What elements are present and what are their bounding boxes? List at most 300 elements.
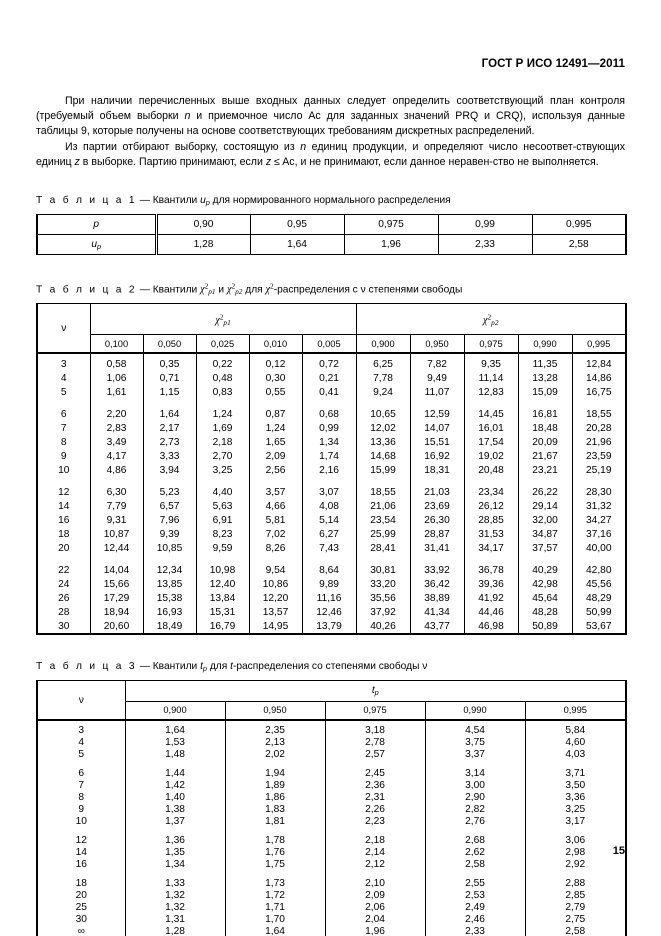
table2-cell: 12,83 — [464, 385, 518, 399]
table2-cell: 15,66 — [90, 577, 143, 591]
table2-cell: 9,31 — [90, 513, 143, 527]
table2-cell: 46,98 — [464, 619, 518, 634]
table2-cell: 0,35 — [143, 353, 196, 371]
table-row — [37, 591, 626, 605]
table2-cell: 2,17 — [143, 421, 196, 435]
table2-cell: 43,77 — [410, 619, 464, 634]
table2-cell: 38,89 — [410, 591, 464, 605]
table3-cell-nu: 30 — [37, 913, 125, 925]
table-row — [37, 499, 626, 513]
table2-cell: 26,30 — [410, 513, 464, 527]
table3-cell: 2,78 — [325, 736, 425, 748]
table3-cell: 2,02 — [225, 748, 325, 760]
table2-cell-nu: 26 — [37, 591, 90, 605]
table3-cell: 2,09 — [325, 889, 425, 901]
table2-cell: 17,29 — [90, 591, 143, 605]
table2-cell: 20,28 — [572, 421, 626, 435]
table-row — [37, 563, 626, 577]
table2-group-header-1: $\chi^2_{p1}$ — [90, 304, 356, 335]
table2-cell: 3,49 — [90, 435, 143, 449]
table2-cell: 4,40 — [196, 485, 249, 499]
table3-cell: 3,71 — [525, 767, 626, 779]
table3-cell: 2,49 — [425, 901, 525, 913]
table1-cell: 2,58 — [532, 235, 626, 255]
table2-cell: 23,34 — [464, 485, 518, 499]
table2-caption-symbol-2: $\chi^2_{p2}$ — [226, 282, 243, 297]
table2-caption-and: и — [218, 284, 225, 296]
table2-cell: 5,14 — [302, 513, 356, 527]
table2-cell: 3,33 — [143, 449, 196, 463]
table2-cell: 23,54 — [356, 513, 410, 527]
table-row — [37, 605, 626, 619]
table2-cell: 7,96 — [143, 513, 196, 527]
table3-cell: 4,60 — [525, 736, 626, 748]
table3-cell: 2,31 — [325, 791, 425, 803]
table-row — [37, 815, 626, 827]
table2-cell: 25,99 — [356, 527, 410, 541]
table2-cell: 1,65 — [249, 435, 302, 449]
table1-caption-text-a: Квантили — [152, 195, 198, 207]
table2-cell: 15,31 — [196, 605, 249, 619]
table3-group-spacer — [37, 870, 626, 877]
table2-cell: 42,98 — [518, 577, 572, 591]
table2-cell: 31,41 — [410, 541, 464, 555]
table2-cell: 37,92 — [356, 605, 410, 619]
table2-cell: 0,68 — [302, 407, 356, 421]
table3-cell: 3,37 — [425, 748, 525, 760]
table3-header-row-2 — [37, 702, 626, 721]
table1-cell: 0,95 — [250, 215, 344, 235]
table-row — [37, 803, 626, 815]
table2-cell: 12,44 — [90, 541, 143, 555]
table2-cell: 21,96 — [572, 435, 626, 449]
table2-cell: 0,72 — [302, 353, 356, 371]
table2-cell-nu: 7 — [37, 421, 90, 435]
table3-cell: 5,84 — [525, 720, 626, 736]
table3-cell: 2,75 — [525, 913, 626, 925]
table2-cell: 12,40 — [196, 577, 249, 591]
table3-cell: 1,31 — [125, 913, 225, 925]
table3-cell: 2,62 — [425, 846, 525, 858]
table2-cell: 4,66 — [249, 499, 302, 513]
table3-cell: 1,73 — [225, 877, 325, 889]
table2-cell: 2,56 — [249, 463, 302, 477]
table3-cell: 2,90 — [425, 791, 525, 803]
table3-cell: 2,35 — [225, 720, 325, 736]
table2-cell: 6,30 — [90, 485, 143, 499]
table3-cell: 2,88 — [525, 877, 626, 889]
table3-cell-nu: 20 — [37, 889, 125, 901]
table2-cell: 28,30 — [572, 485, 626, 499]
table2-sub-header: 0,010 — [249, 335, 302, 354]
table2-group-header-2: $\chi^2_{p2}$ — [356, 304, 626, 335]
table2-cell: 23,21 — [518, 463, 572, 477]
table1-cell: 1,28 — [156, 235, 250, 255]
table1-row-u — [37, 235, 626, 255]
table3-cell: 3,14 — [425, 767, 525, 779]
table2-cell: 44,46 — [464, 605, 518, 619]
table2-group-spacer — [37, 555, 626, 563]
table3-cell: 1,36 — [125, 834, 225, 846]
table2-cell: 7,79 — [90, 499, 143, 513]
table2-cell-nu: 18 — [37, 527, 90, 541]
table-row — [37, 748, 626, 760]
table3-cell: 1,89 — [225, 779, 325, 791]
table2-cell-nu: 30 — [37, 619, 90, 634]
table3-cell: 2,82 — [425, 803, 525, 815]
table2-cell: 12,02 — [356, 421, 410, 435]
table2-cell: 14,86 — [572, 371, 626, 385]
table3-cell: 2,46 — [425, 913, 525, 925]
table2-cell: 50,89 — [518, 619, 572, 634]
table3-group-header: $t_p$ — [125, 681, 626, 702]
table-row — [37, 371, 626, 385]
table2-cell: 18,48 — [518, 421, 572, 435]
table2-cell: 16,75 — [572, 385, 626, 399]
table2-cell: 30,81 — [356, 563, 410, 577]
table3-cell: 2,13 — [225, 736, 325, 748]
table2-cell-nu: 22 — [37, 563, 90, 577]
table2-cell: 45,56 — [572, 577, 626, 591]
table2-cell: 3,57 — [249, 485, 302, 499]
table3-cell: 2,76 — [425, 815, 525, 827]
table3-cell: 1,32 — [125, 889, 225, 901]
table3-cell: 2,14 — [325, 846, 425, 858]
table2-cell: 1,15 — [143, 385, 196, 399]
table-row — [37, 513, 626, 527]
table2-cell: 13,85 — [143, 577, 196, 591]
table1-row-p — [37, 215, 626, 235]
table-row — [37, 353, 626, 371]
table2-cell: 14,68 — [356, 449, 410, 463]
table3-cell-nu: 4 — [37, 736, 125, 748]
table3-sub-header: 0,900 — [125, 702, 225, 721]
table3-sub-header: 0,990 — [425, 702, 525, 721]
table2-cell: 0,48 — [196, 371, 249, 385]
table2-cell: 28,87 — [410, 527, 464, 541]
table2-cell: 41,92 — [464, 591, 518, 605]
table2-cell: 48,29 — [572, 591, 626, 605]
table1-cell: 2,33 — [438, 235, 532, 255]
table2-cell: 1,34 — [302, 435, 356, 449]
table1-cell: 0,90 — [156, 215, 250, 235]
table2-cell: 12,46 — [302, 605, 356, 619]
table2-cell: 0,30 — [249, 371, 302, 385]
table-row — [37, 385, 626, 399]
table-row — [37, 901, 626, 913]
table3-cell: 2,92 — [525, 858, 626, 870]
table2-cell: 11,07 — [410, 385, 464, 399]
table2-cell: 37,57 — [518, 541, 572, 555]
table3-cell: 1,28 — [125, 925, 225, 936]
table2-cell: 0,71 — [143, 371, 196, 385]
table2-cell: 32,00 — [518, 513, 572, 527]
table2-cell: 53,67 — [572, 619, 626, 634]
table3-cell: 1,71 — [225, 901, 325, 913]
table-row — [37, 767, 626, 779]
table3-cell: 3,36 — [525, 791, 626, 803]
table2-cell: 26,12 — [464, 499, 518, 513]
table1-row-label-u: $u_p$ — [37, 235, 156, 255]
table2-header-row-2 — [37, 335, 626, 354]
table2-cell: 41,34 — [410, 605, 464, 619]
table2-cell: 8,64 — [302, 563, 356, 577]
table2-cell: 16,93 — [143, 605, 196, 619]
table1-cell: 1,64 — [250, 235, 344, 255]
table3-sub-header: 0,995 — [525, 702, 626, 721]
table2-cell: 40,00 — [572, 541, 626, 555]
table2-cell: 33,20 — [356, 577, 410, 591]
paragraph-1: При наличии перечисленных выше входных данных следует определить соответствующий план контроля (требуемый объем выборки n и приемочное число Ac для заданных значений PRQ и CRQ), используя данные таблицы 9, которые получены на основе соответствующих требованиям дискретных распределений. — [36, 95, 625, 138]
table2-cell: 6,57 — [143, 499, 196, 513]
table3-cell: 1,34 — [125, 858, 225, 870]
table2-cell: 35,56 — [356, 591, 410, 605]
table3-caption-symbol: $t_p$ — [200, 661, 207, 674]
table-row — [37, 720, 626, 736]
table2-cell: 28,85 — [464, 513, 518, 527]
table2-cell: 9,49 — [410, 371, 464, 385]
table2-cell: 42,80 — [572, 563, 626, 577]
table3-cell: 3,00 — [425, 779, 525, 791]
table1-caption-dash: — — [139, 195, 150, 207]
table-row — [37, 834, 626, 846]
table3-cell: 4,54 — [425, 720, 525, 736]
table2-cell: 14,45 — [464, 407, 518, 421]
table2-sub-header: 0,990 — [518, 335, 572, 354]
table2-cell: 7,43 — [302, 541, 356, 555]
table3-caption-dash: — — [139, 661, 150, 673]
table-row — [37, 407, 626, 421]
table2-sub-header: 0,025 — [196, 335, 249, 354]
table2-caption-dash: — — [139, 284, 150, 296]
table2-cell: 9,89 — [302, 577, 356, 591]
table3-cell: 2,85 — [525, 889, 626, 901]
table3-cell: 3,50 — [525, 779, 626, 791]
table2-sub-header: 0,950 — [410, 335, 464, 354]
table2-cell: 34,27 — [572, 513, 626, 527]
table3-sub-header: 0,975 — [325, 702, 425, 721]
document-header: ГОСТ Р ИСО 12491—2011 — [481, 58, 625, 70]
table3-group-spacer — [37, 760, 626, 767]
table-row — [37, 846, 626, 858]
table2-cell: 8,23 — [196, 527, 249, 541]
table2-cell: 12,20 — [249, 591, 302, 605]
table2-cell: 1,64 — [143, 407, 196, 421]
table2-cell: 1,06 — [90, 371, 143, 385]
table2-cell: 7,78 — [356, 371, 410, 385]
table2-cell-nu: 9 — [37, 449, 90, 463]
table2-cell: 3,94 — [143, 463, 196, 477]
table3-cell: 1,83 — [225, 803, 325, 815]
table2-cell: 14,04 — [90, 563, 143, 577]
table-row — [37, 619, 626, 634]
table2-cell: 2,09 — [249, 449, 302, 463]
table2-cell: 23,59 — [572, 449, 626, 463]
table3-cell: 2,36 — [325, 779, 425, 791]
table2-cell: 31,53 — [464, 527, 518, 541]
table2-cell: 8,26 — [249, 541, 302, 555]
table-row — [37, 485, 626, 499]
table3-cell: 3,75 — [425, 736, 525, 748]
table3-cell: 1,86 — [225, 791, 325, 803]
table2-cell: 31,32 — [572, 499, 626, 513]
table3-sub-header: 0,950 — [225, 702, 325, 721]
table3-cell: 1,64 — [125, 720, 225, 736]
table3-col-header-nu: ν — [37, 681, 125, 721]
table2-cell: 7,82 — [410, 353, 464, 371]
table1-caption-symbol: $u_p$ — [200, 195, 210, 208]
table2-cell: 10,85 — [143, 541, 196, 555]
table3-cell-nu: 6 — [37, 767, 125, 779]
table3-cell: 3,06 — [525, 834, 626, 846]
table2-cell-nu: 24 — [37, 577, 90, 591]
table3-cell: 1,75 — [225, 858, 325, 870]
table2-cell: 18,55 — [572, 407, 626, 421]
table3-cell: 2,23 — [325, 815, 425, 827]
table2-group-spacer — [37, 399, 626, 407]
table3-caption-text-b: для t-распределения со степенями свободы ν — [209, 661, 428, 673]
table2-cell: 13,79 — [302, 619, 356, 634]
table2-cell: 13,28 — [518, 371, 572, 385]
table1-caption — [36, 195, 625, 207]
table2-sub-header: 0,900 — [356, 335, 410, 354]
table3-cell: 2,06 — [325, 901, 425, 913]
table2-cell: 10,87 — [90, 527, 143, 541]
table3-cell: 1,70 — [225, 913, 325, 925]
table3-cell-nu: 3 — [37, 720, 125, 736]
table2-cell: 11,35 — [518, 353, 572, 371]
table-row — [37, 791, 626, 803]
table2-cell: 7,02 — [249, 527, 302, 541]
table2-cell: 48,28 — [518, 605, 572, 619]
table2-cell: 4,17 — [90, 449, 143, 463]
table3-cell: 3,18 — [325, 720, 425, 736]
table3-cell: 4,03 — [525, 748, 626, 760]
table2-cell-nu: 10 — [37, 463, 90, 477]
table2-cell: 9,35 — [464, 353, 518, 371]
table2-cell: 28,41 — [356, 541, 410, 555]
table2-cell: 2,16 — [302, 463, 356, 477]
table2-cell: 1,24 — [249, 421, 302, 435]
table1-cell: 0,99 — [438, 215, 532, 235]
table2-cell: 2,18 — [196, 435, 249, 449]
table2-cell: 13,84 — [196, 591, 249, 605]
table3-cell: 1,81 — [225, 815, 325, 827]
table1-cell: 0,995 — [532, 215, 626, 235]
table2-caption-text-a: Квантили — [152, 284, 198, 296]
table2-cell: 36,78 — [464, 563, 518, 577]
table2-cell: 0,55 — [249, 385, 302, 399]
table2-cell: 13,36 — [356, 435, 410, 449]
table2-caption-symbol-1: $\chi^2_{p1}$ — [200, 282, 216, 297]
table3-cell: 3,17 — [525, 815, 626, 827]
table3-cell-nu: 5 — [37, 748, 125, 760]
table2-cell-nu: 4 — [37, 371, 90, 385]
table2-cell: 23,69 — [410, 499, 464, 513]
table2-cell: 2,20 — [90, 407, 143, 421]
table2-cell: 34,87 — [518, 527, 572, 541]
table2-cell: 15,09 — [518, 385, 572, 399]
table2-cell: 14,95 — [249, 619, 302, 634]
table2-cell: 2,83 — [90, 421, 143, 435]
table3-cell: 2,53 — [425, 889, 525, 901]
table3-cell: 1,42 — [125, 779, 225, 791]
table2-cell: 21,06 — [356, 499, 410, 513]
table2-group-spacer — [37, 477, 626, 485]
table3-cell: 2,58 — [525, 925, 626, 936]
table3-cell-nu: 8 — [37, 791, 125, 803]
table2-cell: 6,27 — [302, 527, 356, 541]
table-row — [37, 421, 626, 435]
table3-cell-nu: 16 — [37, 858, 125, 870]
table2-sub-header: 0,995 — [572, 335, 626, 354]
table3-cell: 1,94 — [225, 767, 325, 779]
table2-cell: 18,31 — [410, 463, 464, 477]
table2-cell: 20,48 — [464, 463, 518, 477]
table2-cell: 18,55 — [356, 485, 410, 499]
table2-cell: 15,51 — [410, 435, 464, 449]
table2-cell: 26,22 — [518, 485, 572, 499]
table2-cell: 9,59 — [196, 541, 249, 555]
table3-cell: 1,38 — [125, 803, 225, 815]
table3-cell: 2,55 — [425, 877, 525, 889]
table2-cell-nu: 14 — [37, 499, 90, 513]
table2-cell: 5,23 — [143, 485, 196, 499]
table2-sub-header: 0,005 — [302, 335, 356, 354]
table2-cell-nu: 28 — [37, 605, 90, 619]
table3-cell: 1,40 — [125, 791, 225, 803]
table3-cell: 2,33 — [425, 925, 525, 936]
table2-cell: 1,61 — [90, 385, 143, 399]
table2-cell: 11,14 — [464, 371, 518, 385]
table3 — [36, 680, 627, 936]
table2-cell: 45,64 — [518, 591, 572, 605]
table3-cell: 2,98 — [525, 846, 626, 858]
table3-cell: 1,33 — [125, 877, 225, 889]
table3-cell: 1,32 — [125, 901, 225, 913]
table3-cell: 1,76 — [225, 846, 325, 858]
table3-header-row-1 — [37, 681, 626, 702]
table-row — [37, 889, 626, 901]
table2-col-header-nu: ν — [37, 304, 90, 354]
table3-caption-text-a: Квантили — [152, 661, 198, 673]
table2-cell: 0,58 — [90, 353, 143, 371]
page-number: 15 — [612, 845, 625, 857]
table2-sub-header: 0,975 — [464, 335, 518, 354]
table1 — [36, 214, 627, 255]
table3-cell-nu: 14 — [37, 846, 125, 858]
table3-cell-nu: 25 — [37, 901, 125, 913]
table3-cell: 1,53 — [125, 736, 225, 748]
table2-cell: 15,38 — [143, 591, 196, 605]
table2-cell: 20,60 — [90, 619, 143, 634]
table1-caption-text-b: для нормированного нормального распределения — [212, 195, 451, 207]
table2-cell: 36,42 — [410, 577, 464, 591]
table2-cell: 17,54 — [464, 435, 518, 449]
table3-cell: 1,96 — [325, 925, 425, 936]
table3-cell: 1,48 — [125, 748, 225, 760]
table2 — [36, 303, 627, 635]
table2-cell: 1,24 — [196, 407, 249, 421]
table3-cell: 2,68 — [425, 834, 525, 846]
table3-cell: 2,04 — [325, 913, 425, 925]
table2-cell: 15,99 — [356, 463, 410, 477]
table2-cell: 2,73 — [143, 435, 196, 449]
table2-cell: 18,49 — [143, 619, 196, 634]
table2-cell: 20,09 — [518, 435, 572, 449]
table2-cell: 9,54 — [249, 563, 302, 577]
paragraph-2: Из партии отбирают выборку, состоящую из n единиц продукции, и определяют число несоответ-ствующих единиц z в выборке. Партию принимают, если z ≤ Ac, и не принимают, если данное неравен-ство не выполняется. — [36, 140, 626, 168]
